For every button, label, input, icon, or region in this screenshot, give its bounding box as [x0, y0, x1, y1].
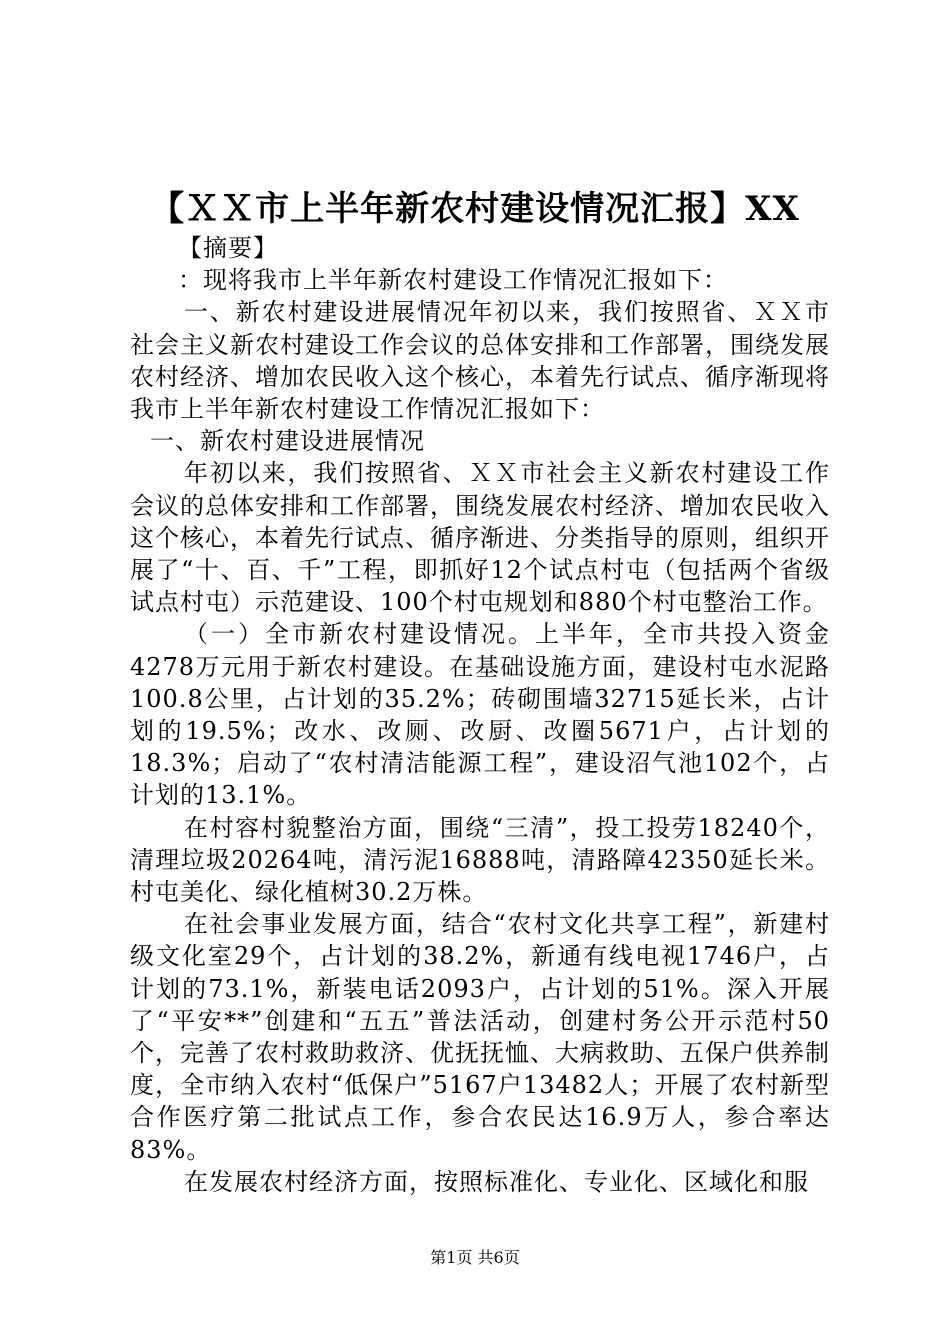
body-paragraph: （一）全市新农村建设情况。上半年，全市共投入资金4278万元用于新农村建设。在基础设施方面，建设村屯水泥路100.8公里，占计划的35.2%；砖砌围墙32715延长米，占计划的19.5%；改水、改厕、改厨、改圈5671户，占计划的18.3%；启动了“农村清洁能源工程”，建设沼气池102个，占计划的13.1%。 — [130, 620, 830, 810]
document-title: 【ＸＸ市上半年新农村建设情况汇报】XX — [150, 189, 800, 229]
body-paragraph: 在发展农村经济方面，按照标准化、专业化、区域化和服 — [184, 1167, 809, 1196]
document-body — [130, 232, 830, 1198]
abstract-paragraph: 一、新农村建设进展情况年初以来，我们按照省、ＸＸ市社会主义新农村建设工作会议的总体安排和工作部署，围绕发展农村经济、增加农民收入这个核心，本着先行试点、循序渐现将我市上半年新农村建设工作情况汇报如下： — [130, 298, 830, 424]
abstract-intro: ：现将我市上半年新农村建设工作情况汇报如下： — [178, 266, 728, 295]
section-heading: 一、新农村建设进展情况 — [150, 427, 425, 456]
page-number: 第1页 共6页 — [430, 1248, 520, 1267]
body-paragraph: 年初以来，我们按照省、ＸＸ市社会主义新农村建设工作会议的总体安排和工作部署，围绕发展农村经济、增加农民收入这个核心，本着先行试点、循序渐进、分类指导的原则，组织开展了“十、百、千”工程，即抓好12个试点村屯（包括两个省级试点村屯）示范建设、100个村屯规划和880个村屯整治工作。 — [130, 459, 830, 617]
body-paragraph: 在村容村貌整治方面，围绕“三清”，投工投劳18240个，清理垃圾20264吨，清污泥16888吨，清路障42350延长米。村屯美化、绿化植树30.2万株。 — [130, 813, 830, 907]
body-paragraph: 在社会事业发展方面，结合“农村文化共享工程”，新建村级文化室29个，占计划的38.2%，新通有线电视1746户，占计划的73.1%，新装电话2093户，占计划的51%。深入开展了“平安**”创建和“五五”普法活动，创建村务公开示范村50个，完善了农村救助救济、优抚抚恤、大病救助、五保户供养制度，全市纳入农村“低保户”5167户13482人；开展了农村新型合作医疗第二批试点工作，参合农民达16.9万人，参合率达83%。 — [130, 910, 830, 1164]
abstract-heading: 【摘要】 — [178, 234, 278, 262]
